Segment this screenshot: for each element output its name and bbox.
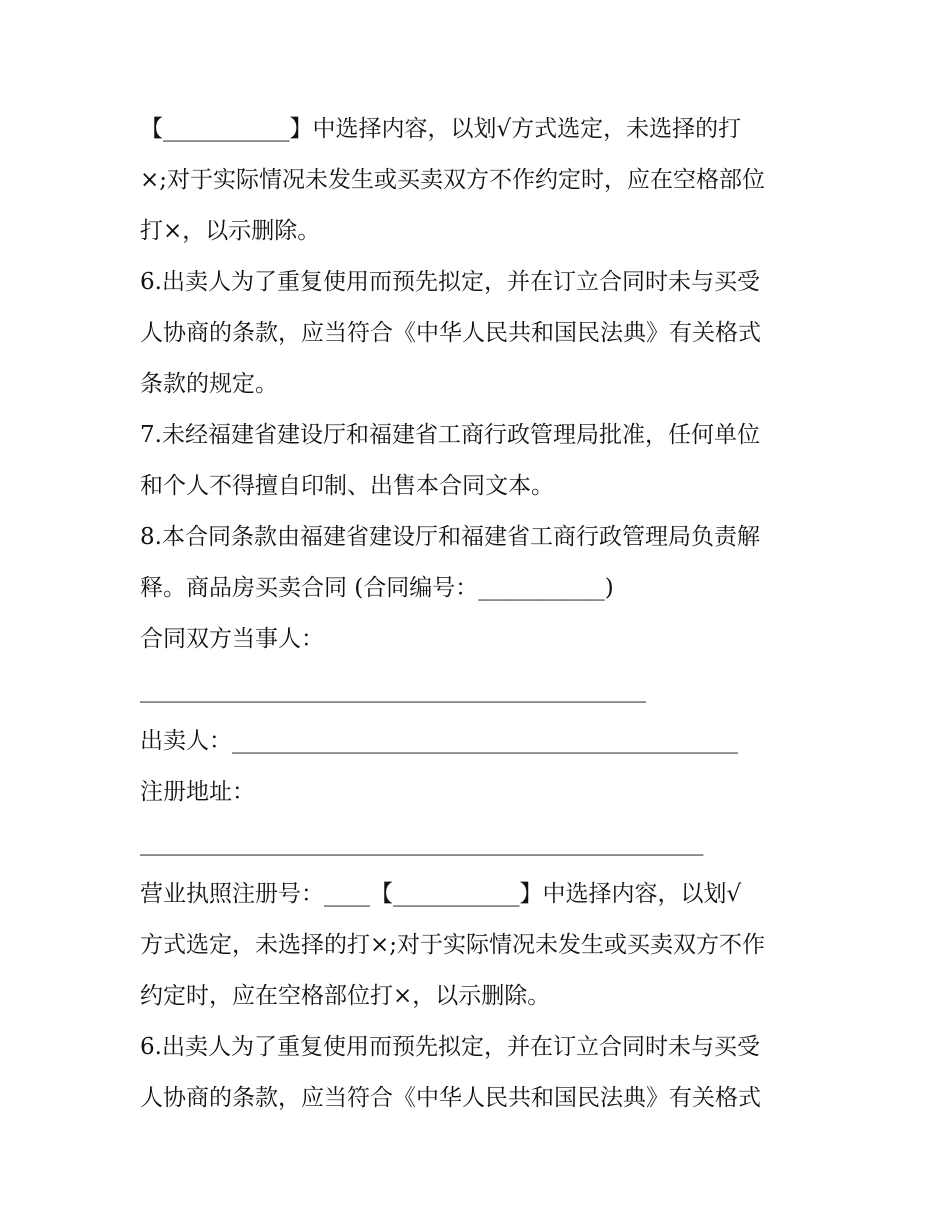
text-line: 和个人不得擅自印制、出售本合同文本。 [140, 473, 554, 499]
text-line: 7.未经福建省建设厅和福建省工商行政管理局批准，任何单位 [140, 422, 760, 448]
document-body [140, 104, 812, 1124]
text-line: 约定时，应在空格部位打×，以示删除。 [140, 983, 551, 1009]
blank-line: ____________________________________________ [140, 677, 646, 703]
blank-line: _________________________________________________ [140, 830, 704, 856]
text-line: 打×，以示删除。 [140, 218, 321, 244]
text-line: 合同双方当事人： [140, 626, 324, 652]
text-line: 6.出卖人为了重复使用而预先拟定，并在订立合同时未与买受 [140, 269, 760, 295]
text-line: 【___________】中选择内容，以划√方式选定，未选择的打 [140, 116, 742, 142]
text-line: 释。商品房买卖合同 (合同编号：___________) [140, 575, 614, 601]
text-line: 8.本合同条款由福建省建设厅和福建省工商行政管理局负责解 [140, 524, 760, 550]
text-line: 条款的规定。 [140, 371, 278, 397]
text-line: 人协商的条款，应当符合《中华人民共和国民法典》有关格式 [140, 320, 761, 346]
text-line: 人协商的条款，应当符合《中华人民共和国民法典》有关格式 [140, 1085, 761, 1111]
text-line: 出卖人：____________________________________________ [140, 728, 738, 754]
text-line: 注册地址： [140, 779, 255, 805]
text-line: 6.出卖人为了重复使用而预先拟定，并在订立合同时未与买受 [140, 1034, 760, 1060]
text-line: 营业执照注册号：____【___________】中选择内容，以划√ [140, 881, 742, 907]
text-line: 方式选定，未选择的打×;对于实际情况未发生或买卖双方不作 [140, 932, 766, 958]
text-line: ×;对于实际情况未发生或买卖双方不作约定时，应在空格部位 [140, 167, 766, 193]
